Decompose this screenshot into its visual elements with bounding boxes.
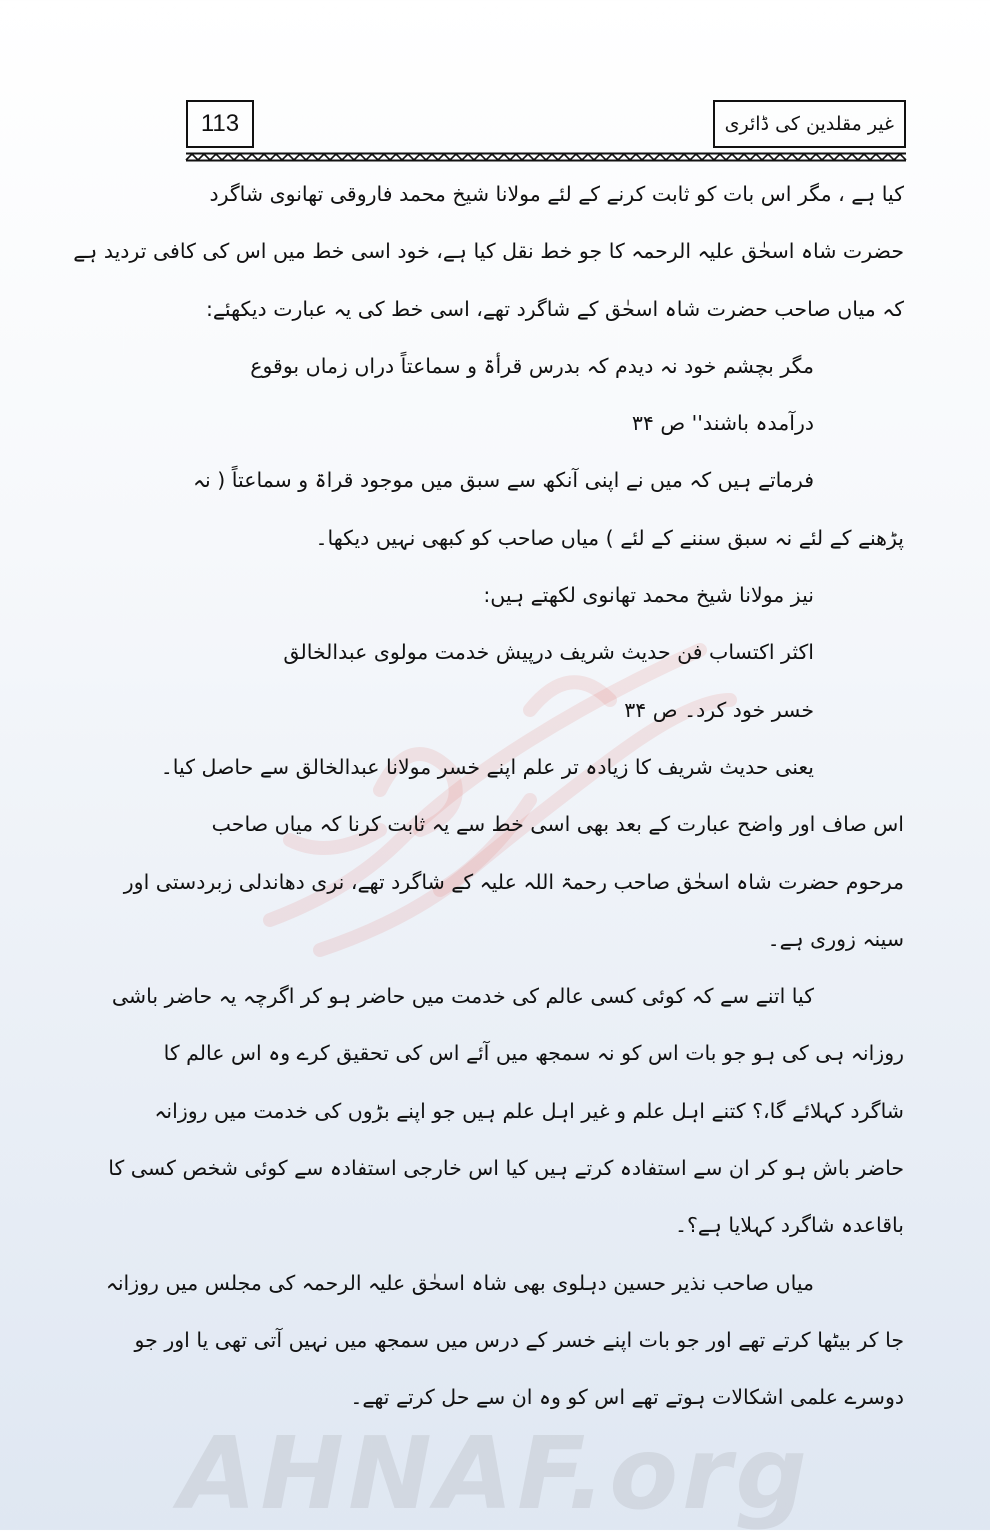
header-divider (186, 152, 906, 162)
paragraph (186, 452, 904, 624)
text-line: شاگرد کہلائے گا،؟ کتنے اہل علم و غیر اہل علم ہیں جو اپنے بڑوں کی خدمت میں روزانہ (154, 1098, 904, 1123)
paragraph (73, 166, 904, 338)
paragraph (123, 739, 904, 968)
book-title: غیر مقلدین کی ڈائری (713, 100, 906, 148)
text-line: باقاعدہ شاگرد کہلایا ہے؟۔ (674, 1213, 904, 1238)
page-header (186, 100, 906, 160)
text-line: حضرت شاہ اسحٰق علیہ الرحمہ کا جو خط نقل کیا ہے، خود اسی خط میں اس کی کافی تردید ہے (73, 239, 904, 264)
text-line: کیا ہے ، مگر اس بات کو ثابت کرنے کے لئے مولانا شیخ محمد فاروقی تھانوی شاگرد (209, 182, 904, 206)
text-line: میاں صاحب نذیر حسین دہلوی بھی شاہ اسحٰق علیہ الرحمہ کی مجلس میں روزانہ (105, 1270, 814, 1295)
text-line: دوسرے علمی اشکالات ہوتے تھے اس کو وہ ان سے حل کرتے تھے۔ (350, 1385, 904, 1410)
quote-line: درآمدہ باشند'' ص ۳۴ (631, 411, 814, 436)
text-line: جا کر بیٹھا کرتے تھے اور جو بات اپنے خسر کے درس میں سمجھ میں نہیں آتی تھی یا اور جو (134, 1327, 904, 1352)
text-line: اس صاف اور واضح عبارت کے بعد بھی اسی خط سے یہ ثابت کرنا کہ میاں صاحب (211, 812, 904, 837)
quote-line: خسر خود کرد۔ ص ۳۴ (624, 697, 814, 722)
text-line: کیا اتنے سے کہ کوئی کسی عالم کی خدمت میں حاضر ہو کر اگرچہ یہ حاضر باشی (111, 984, 814, 1009)
text-line: حاضر باش ہو کر ان سے استفادہ کرتے ہیں کیا اس خارجی استفادہ سے کوئی شخص کسی کا (108, 1156, 904, 1181)
text-line: روزانہ ہی کی ہو جو بات اس کو نہ سمجھ میں آئے اس کی تحقیق کرے وہ اس عالم کا (163, 1041, 904, 1066)
paragraph (108, 968, 904, 1254)
quote-line: اکثر اکتساب فن حدیث شریف درپیش خدمت مولوی عبدالخالق (283, 640, 814, 665)
text-line: فرماتے ہیں کہ میں نے اپنی آنکھ سے سبق میں موجود قراۃ و سماعتاً ( نہ (193, 468, 814, 493)
text-line: سینہ زوری ہے۔ (767, 926, 904, 951)
quote-block (186, 624, 904, 739)
paragraph (105, 1255, 904, 1427)
body-text (73, 166, 904, 1427)
text-line: یعنی حدیث شریف کا زیادہ تر علم اپنے خسر مولانا عبدالخالق سے حاصل کیا۔ (160, 754, 814, 779)
text-line: نیز مولانا شیخ محمد تھانوی لکھتے ہیں: (483, 583, 814, 608)
text-line: کہ میاں صاحب حضرت شاہ اسحٰق کے شاگرد تھے، اسی خط کی یہ عبارت دیکھئے: (205, 296, 904, 321)
site-watermark: AHNAF.org (179, 1415, 811, 1532)
quote-line: مگر بچشم خود نہ دیدم کہ بدرس قرأۃ و سماعتاً دراں زماں بوقوع (250, 353, 814, 378)
quote-block (186, 338, 904, 453)
page-number: 113 (186, 100, 254, 148)
text-line: پڑھنے کے لئے نہ سبق سننے کے لئے ) میاں صاحب کو کبھی نہیں دیکھا۔ (315, 525, 904, 550)
text-line: مرحوم حضرت شاہ اسحٰق صاحب رحمۃ اللہ علیہ کے شاگرد تھے، نری دھاندلی زبردستی اور (123, 869, 904, 894)
